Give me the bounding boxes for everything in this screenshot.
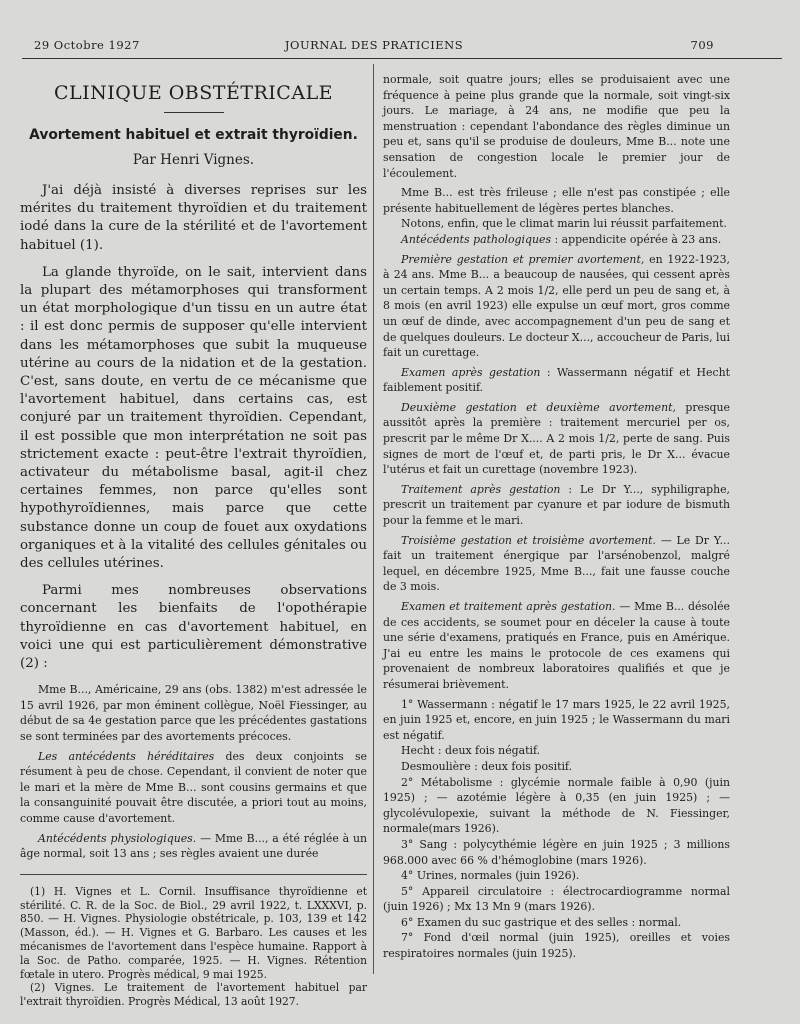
footnote: (1) H. Vignes et L. Cornil. Insuffisance thyroïdienne et stérilité. C. R. de la Soc. de Biol., 29 avril 1922, t. LXXXVI, p. 850. — H. Vignes. Physiologie obstétricale, p. 103, 139 et 142 (Masson, éd.). — H. Vignes et G. Barbaro. Les causes et les mécanismes de l'avortement dans l'espèce humaine. Rapport à la Soc. de Patho. comparée, 1925. — H. Vignes. Rétention fœtale in utero. Progrès médical, 9 mai 1925. xyxy=(20,884,367,981)
section-title: CLINIQUE OBSTÉTRICALE xyxy=(53,82,334,104)
case-text: — Le Dr Y... fait un traitement énergique par l'arsénobenzol, malgré lequel, en décembre 1925, Mme B..., fait une fausse couche de 3 mois. xyxy=(383,533,730,594)
case-text: Desmoulière : deux fois positif. xyxy=(401,759,573,773)
case-paragraph xyxy=(383,915,730,931)
case-report-right xyxy=(383,72,730,962)
case-text: 5° Appareil circulatoire : électrocardiogramme normal (juin 1926) ; Mx 13 Mn 9 (mars 1926). xyxy=(383,884,730,914)
case-subheading: Antécédents pathologiques xyxy=(401,232,552,246)
case-subheading: Antécédents physiologiques. xyxy=(38,831,197,845)
case-text: des deux conjoints se résument à peu de chose. Cependant, il convient de noter que le mari et la mère de Mme B... sont cousins germains et que la consanguinité pouvait être discutée, a priori tout au moins, comme cause d'avortement. xyxy=(20,749,367,826)
case-subheading: Deuxième gestation et deuxième avortement, xyxy=(401,400,676,414)
case-subheading: Première gestation et premier avortement, xyxy=(401,252,645,266)
case-text: — Mme B..., a été réglée à un âge normal, soit 13 ans ; ses règles avaient une durée xyxy=(20,831,367,861)
case-subheading: Les antécédents héréditaires xyxy=(38,749,215,763)
header-journal-name: JOURNAL DES PRATICIENS xyxy=(284,38,464,52)
case-paragraph xyxy=(383,775,730,837)
case-paragraph xyxy=(383,185,730,216)
intro-paragraph: Parmi mes nombreuses observations concernant les bienfaits de l'opothérapie thyroïdienne en cas d'avortement habituel, en voici une qui est particulièrement démonstrative (2) : xyxy=(20,583,367,672)
case-text: normale, soit quatre jours; elles se produisaient avec une fréquence à peine plus grande que la normale, soit vingt-six jours. Le mariage, à 24 ans, ne modifie que peu la menstruation : cependant l'abondance des règles diminue un peu et, sans qu'il se produise de douleurs, Mme B... note une sensation de congestion locale le premier jour de l'écoulement. xyxy=(383,73,730,180)
case-subheading: Examen et traitement après gestation. xyxy=(401,600,616,613)
case-text: Mme B..., Américaine, 29 ans (obs. 1382) m'est adressée le 15 avril 1926, par mon éminent collègue, Noël Fiessinger, au début de sa 4e gestation parce que les précédentes gastations se sont terminées par des avortements précoces. xyxy=(20,683,367,744)
header-rule xyxy=(22,58,782,59)
case-text: — Mme B... désolée de ces accidents, se soumet pour en déceler la cause à toute une série d'examens, pratiqués en France, puis en Amérique. J'ai eu entre les mains le protocole de ces examens qui provenaient de nombreux laboratoires qualifiés et que je résumerai brièvement. xyxy=(383,600,730,691)
left-column xyxy=(20,70,367,1020)
case-paragraph xyxy=(383,759,730,775)
case-paragraph xyxy=(20,749,367,827)
case-paragraph xyxy=(383,837,730,868)
case-text: 2° Métabolisme : glycémie normale faible à 0,90 (juin 1925) ; — azotémie légère à 0,35 (en juin 1925) ; — glycolévulopexie, suivant la méthode de N. Fiessinger, normale(mars 1926). xyxy=(383,775,730,836)
footnote: (2) Vignes. Le traitement de l'avortement habituel par l'extrait thyroïdien. Progrès Médical, 13 août 1927. xyxy=(20,981,367,1009)
case-subheading: Traitement après gestation xyxy=(401,482,561,496)
case-paragraph xyxy=(383,232,730,248)
case-text: 7° Fond d'œil normal (juin 1925), oreilles et voies respiratoires normales (juin 1925). xyxy=(383,931,730,961)
case-paragraph xyxy=(383,533,730,595)
running-header xyxy=(34,38,714,54)
byline: Par Henri Vignes. xyxy=(132,152,255,168)
case-paragraph xyxy=(20,831,367,862)
case-paragraph xyxy=(383,400,730,478)
case-text: presque aussitôt après la première : traitement mercuriel per os, prescrit par le même Dr X.... A 2 mois 1/2, perte de sang. Puis signes de mort de l'œuf et, de parti pris, le Dr X... évacue l'utérus et fait un curettage (novembre 1923). xyxy=(383,400,730,477)
right-column xyxy=(383,72,730,1022)
case-text: : Wassermann négatif et Hecht faiblement positif. xyxy=(383,365,730,395)
case-paragraph xyxy=(383,884,730,915)
case-paragraph xyxy=(383,743,730,759)
article-title: Avortement habituel et extrait thyroïdien. xyxy=(29,127,358,143)
case-text: Mme B... est très frileuse ; elle n'est pas constipée ; elle présente habituellement de légères pertes blanches. xyxy=(383,186,730,215)
case-text: Notons, enfin, que le climat marin lui réussit parfaitement. xyxy=(401,217,727,231)
footnote-rule xyxy=(20,874,367,875)
header-page-number: 709 xyxy=(690,38,714,52)
case-subheading: Troisième gestation et troisième avortement. xyxy=(401,533,656,547)
case-paragraph xyxy=(383,868,730,884)
case-paragraph xyxy=(383,252,730,361)
case-text: : appendicite opérée à 23 ans. xyxy=(551,232,722,246)
case-paragraph xyxy=(383,365,730,396)
case-text: 4° Urines, normales (juin 1926). xyxy=(401,869,580,883)
case-subheading: Examen après gestation xyxy=(401,365,541,379)
case-text: 3° Sang : polycythémie légère en juin 1925 ; 3 millions 968.000 avec 66 % d'hémoglobine (mars 1926). xyxy=(383,837,730,867)
case-text: 6° Examen du suc gastrique et des selles : normal. xyxy=(401,915,682,929)
intro-paragraph: J'ai déjà insisté à diverses reprises sur les mérites du traitement thyroïdien et du traitement iodé dans la cure de la stérilité et de l'avortement habituel (1). xyxy=(20,183,367,253)
title-rule xyxy=(164,112,224,113)
column-rule xyxy=(373,64,374,974)
case-paragraph xyxy=(383,216,730,232)
header-date: 29 Octobre 1927 xyxy=(34,38,140,52)
case-paragraph xyxy=(383,599,730,693)
intro-paragraph: La glande thyroïde, on le sait, intervient dans la plupart des métamorphoses qui transforment un état morphologique d'un tissu en un autre état : il est donc permis de supposer qu'elle intervient dans les métamorphoses que subit la muqueuse utérine au cours de la nidation et de la gestation. C'est, sans doute, en vertu de ce mécanisme que l'avortement habituel, dans certains cas, est conjuré par un traitement thyroïdien. Cependant, il est possible que mon interprétation ne soit pas strictement exacte : peut-être l'extrait thyroïdien, activateur du métabolisme basal, agit-il chez certaines femmes, non parce qu'elles sont hypothyroïdiennes, mais parce que cette substance donne un coup de fouet aux oxydations organiques et à la vitalité des cellules génitales ou des cellules utérines. xyxy=(20,264,367,572)
case-text: Hecht : deux fois négatif. xyxy=(401,744,541,758)
case-text: 1° Wassermann : négatif le 17 mars 1925, le 22 avril 1925, en juin 1925 et, encore, en juin 1925 ; le Wassermann du mari est négatif. xyxy=(383,697,730,742)
case-paragraph xyxy=(383,482,730,529)
case-text: en 1922-1923, à 24 ans. Mme B... a beaucoup de nausées, qui cessent après un certain temps. A 2 mois 1/2, elle perd un peu de sang et, à 8 mois (en avril 1923) elle expulse un œuf mort, gros comme un œuf de dinde, avec accompagnement d'un peu de sang et de quelques douleurs. Le docteur X..., accoucheur de Paris, lui fait un curettage. xyxy=(383,252,730,360)
case-paragraph xyxy=(383,697,730,744)
case-paragraph xyxy=(20,682,367,744)
case-text: : Le Dr Y..., syphiligraphe, prescrit un traitement par cyanure et par iodure de bismuth pour la femme et le mari. xyxy=(383,482,730,528)
case-paragraph xyxy=(383,72,730,181)
case-paragraph xyxy=(383,930,730,961)
case-report-left xyxy=(20,682,367,866)
